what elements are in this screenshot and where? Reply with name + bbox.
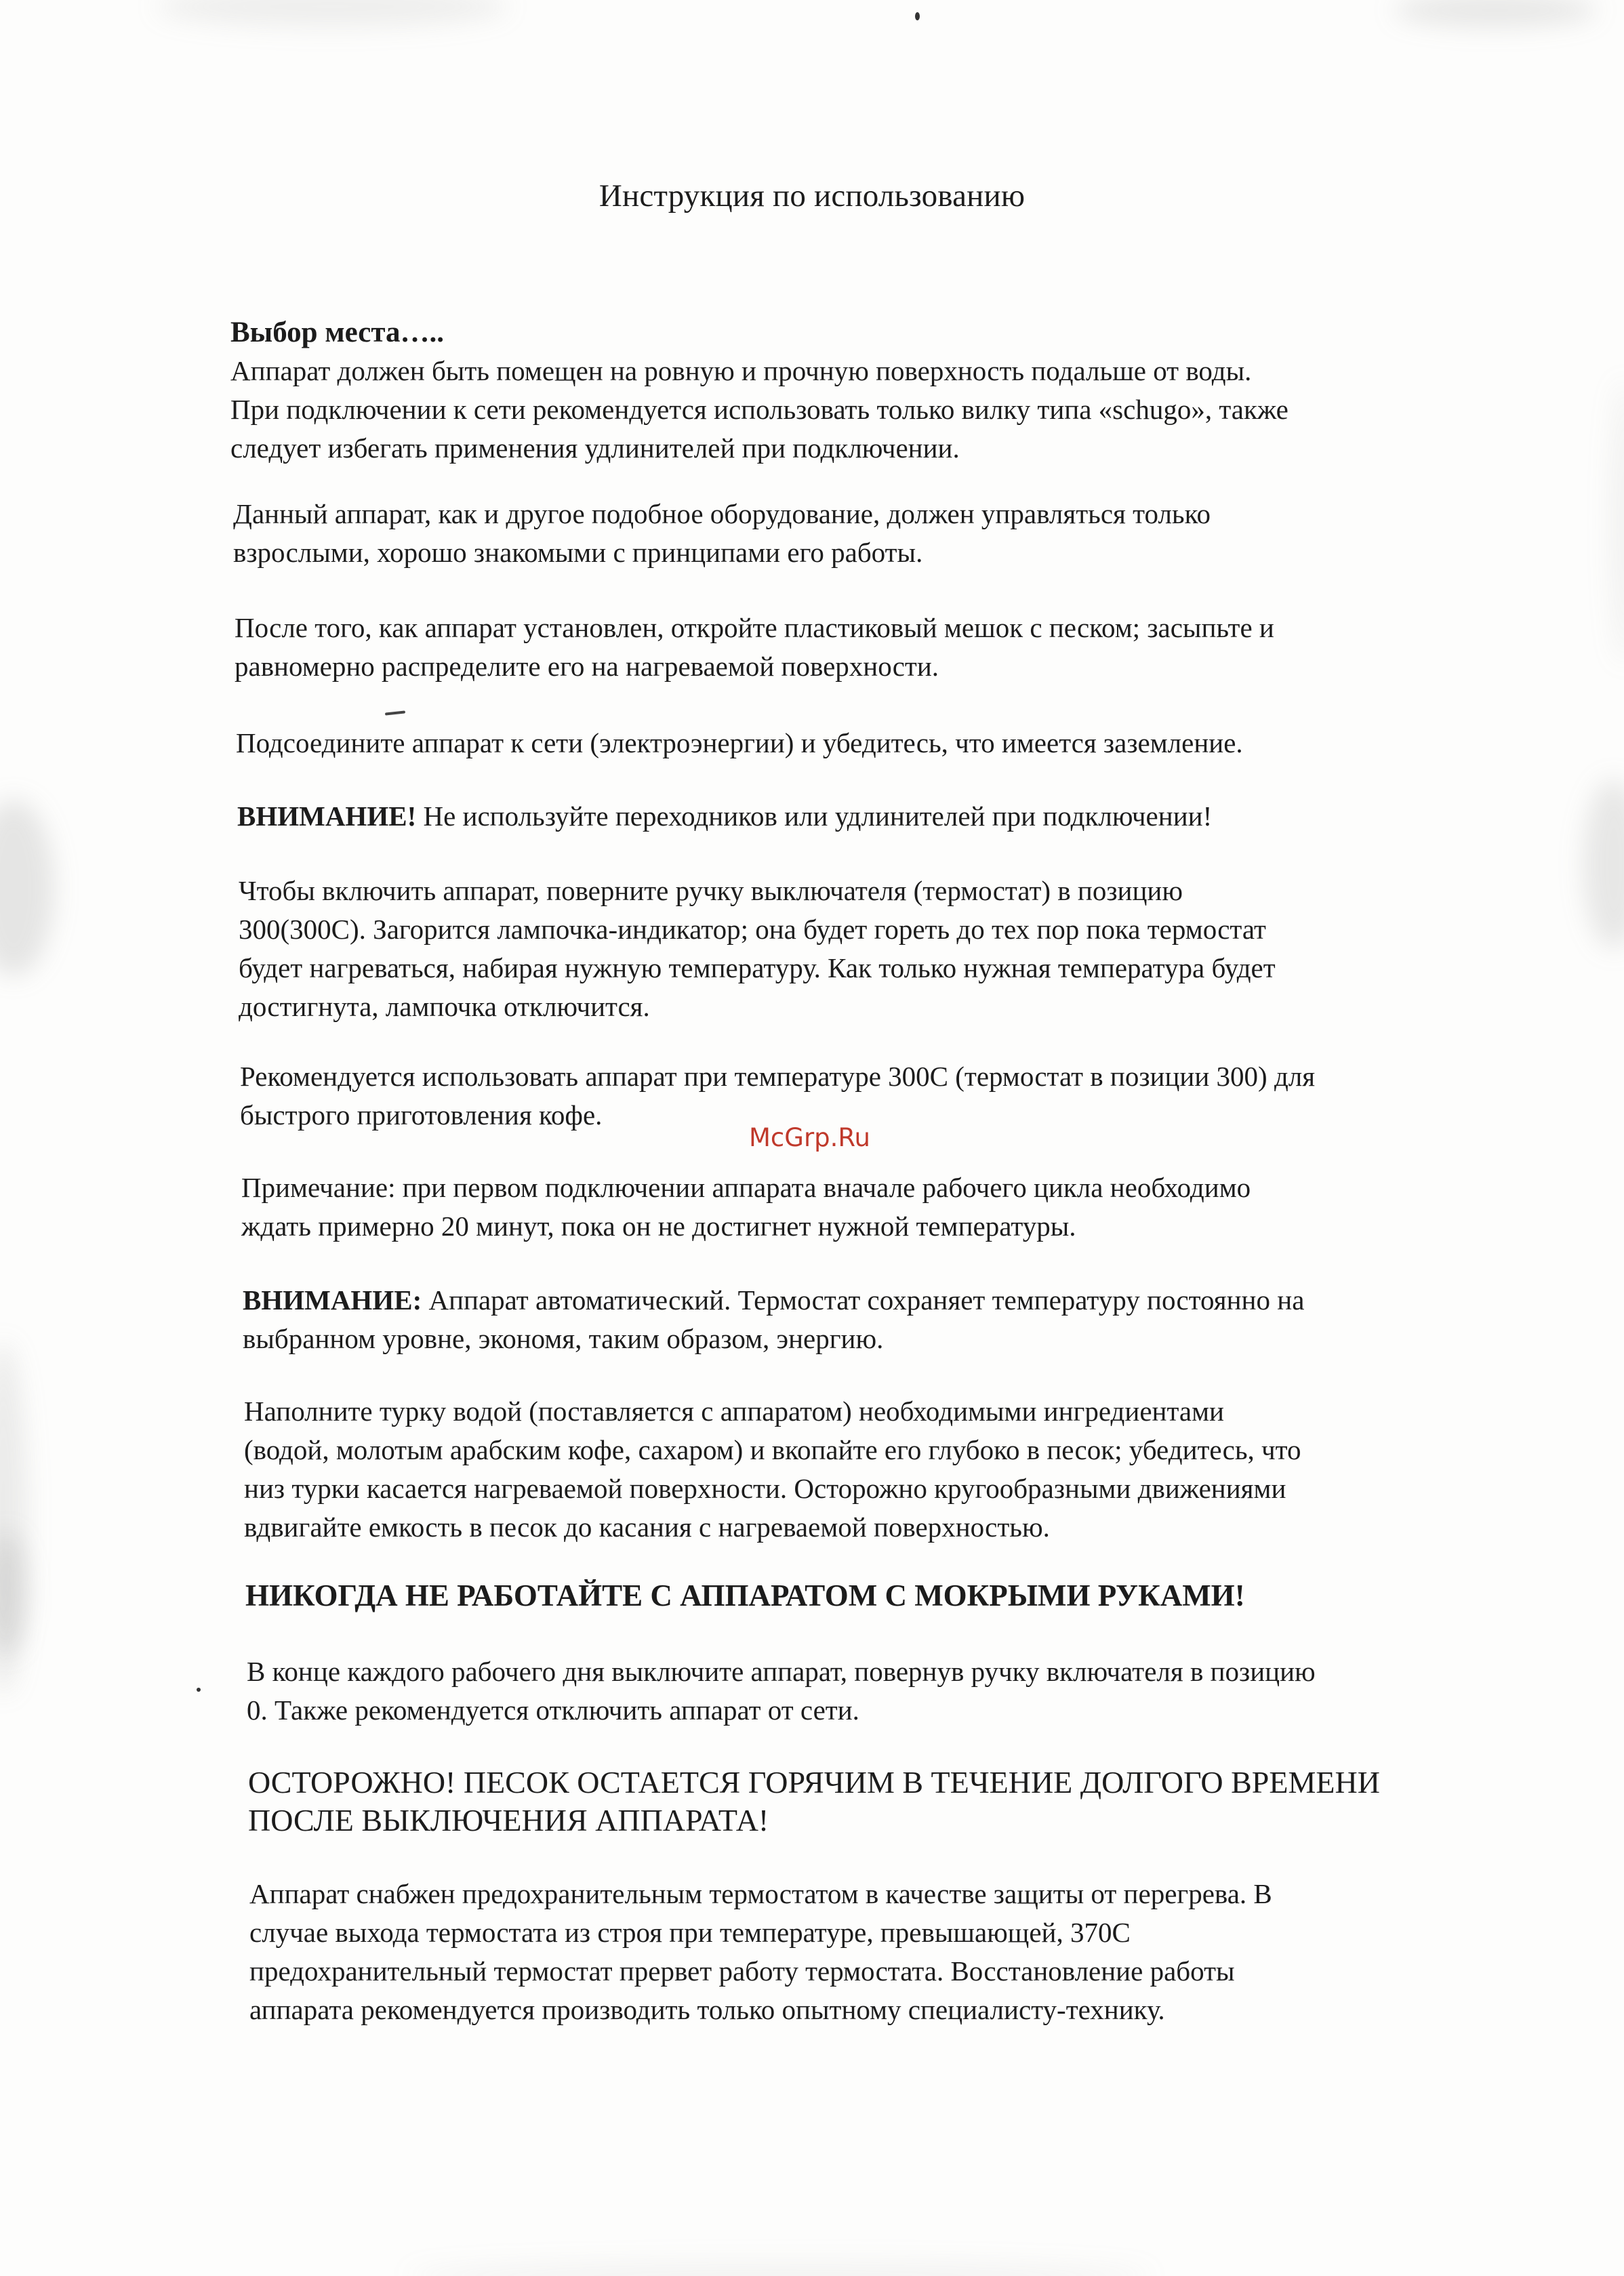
- text-line: равномерно распределите его на нагреваемой поверхности.: [235, 651, 939, 682]
- scan-smudge: [0, 1532, 27, 1654]
- text-line: Примечание: при первом подключении аппарата вначале рабочего цикла необходимо: [241, 1172, 1251, 1203]
- text-line: низ турки касается нагреваемой поверхности. Осторожно кругообразными движениями: [244, 1473, 1286, 1504]
- scan-speck: [385, 710, 405, 715]
- warning-adapters: [237, 797, 1212, 836]
- text-line: ждать примерно 20 минут, пока он не достигнет нужной температуры.: [241, 1211, 1076, 1242]
- text-line: взрослыми, хорошо знакомыми с принципами его работы.: [233, 537, 923, 568]
- text-line: Чтобы включить аппарат, поверните ручку выключателя (термостат) в позицию: [239, 875, 1183, 906]
- scan-smudge: [1610, 380, 1624, 664]
- paragraph-end-of-day: [247, 1652, 1316, 1730]
- text-line: вдвигайте емкость в песок до касания с нагреваемой поверхностью.: [244, 1511, 1050, 1543]
- warning-automatic: [243, 1281, 1304, 1358]
- text-line: предохранительный термостат прервет работу термостата. Восстановление работы: [249, 1955, 1235, 1987]
- warning-wet-hands: [245, 1577, 1245, 1615]
- warning-hot-sand: [248, 1764, 1380, 1840]
- text-line: Рекомендуется использовать аппарат при температуре 300С (термостат в позиции 300) для: [240, 1061, 1316, 1092]
- text-line: ОСТОРОЖНО! ПЕСОК ОСТАЕТСЯ ГОРЯЧИМ В ТЕЧЕНИЕ ДОЛГОГО ВРЕМЕНИ: [248, 1765, 1380, 1800]
- scan-smudge: [407, 2262, 1152, 2276]
- scan-smudge: [1583, 779, 1624, 949]
- text-line: В конце каждого рабочего дня выключите аппарат, повернув ручку включателя в позицию: [247, 1656, 1316, 1687]
- scan-speck: [197, 1688, 201, 1692]
- paragraph-safety-thermostat: [249, 1875, 1272, 2029]
- scan-smudge: [0, 800, 54, 976]
- text-line: Аппарат автоматический. Термостат сохраняет температуру постоянно на: [422, 1284, 1305, 1316]
- warning-label: ВНИМАНИЕ!: [237, 800, 417, 832]
- text-line: Не используйте переходников или удлинителей при подключении!: [416, 800, 1213, 832]
- text-line: При подключении к сети рекомендуется использовать только вилку типа «schugo», также: [230, 394, 1288, 425]
- text-line: выбранном уровне, экономя, таким образом, энергию.: [243, 1323, 884, 1354]
- scan-smudge: [0, 1342, 27, 1694]
- text-line: Подсоедините аппарат к сети (электроэнергии) и убедитесь, что имеется заземление.: [236, 727, 1243, 758]
- watermark: McGrp.Ru: [749, 1123, 870, 1152]
- paragraph-switch-on: [239, 872, 1276, 1026]
- scan-smudge: [1394, 0, 1597, 27]
- text-line: случае выхода термостата из строя при температуре, превышающей, 370С: [249, 1917, 1131, 1948]
- text-line: следует избегать применения удлинителей при подключении.: [230, 432, 960, 464]
- section-heading: Выбор места…..: [230, 317, 444, 348]
- paragraph-sand: [235, 609, 1274, 686]
- text-line: Аппарат должен быть помещен на ровную и прочную поверхность подальше от воды.: [230, 355, 1252, 386]
- text-line: НИКОГДА НЕ РАБОТАЙТЕ С АППАРАТОМ С МОКРЫМИ РУКАМИ!: [245, 1579, 1245, 1612]
- text-line: Данный аппарат, как и другое подобное оборудование, должен управляться только: [233, 498, 1211, 529]
- text-line: достигнута, лампочка отключится.: [239, 991, 650, 1022]
- paragraph-operators: [233, 495, 1211, 572]
- text-line: (водой, молотым арабским кофе, сахаром) и вкопайте его глубоко в песок; убедитесь, что: [244, 1434, 1301, 1465]
- paragraph-turk: [244, 1392, 1301, 1547]
- paragraph-note: [241, 1169, 1251, 1246]
- text-line: После того, как аппарат установлен, откройте пластиковый мешок с песком; засыпьте и: [235, 612, 1274, 643]
- text-line: ПОСЛЕ ВЫКЛЮЧЕНИЯ АППАРАТА!: [248, 1803, 769, 1837]
- text-line: Аппарат снабжен предохранительным термостатом в качестве защиты от перегрева. В: [249, 1878, 1272, 1909]
- text-line: быстрого приготовления кофе.: [240, 1099, 603, 1131]
- text-line: аппарата рекомендуется производить только опытному специалисту-технику.: [249, 1994, 1165, 2025]
- text-line: будет нагреваться, набирая нужную температуру. Как только нужная температура будет: [239, 952, 1276, 983]
- paragraph-grounding: [236, 724, 1243, 763]
- text-line: 0. Также рекомендуется отключить аппарат от сети.: [247, 1694, 859, 1726]
- scan-speck: [915, 12, 920, 20]
- warning-label: ВНИМАНИЕ:: [243, 1284, 422, 1316]
- paragraph-site-selection: [230, 313, 1288, 468]
- text-line: Наполните турку водой (поставляется с аппаратом) необходимыми ингредиентами: [244, 1396, 1224, 1427]
- text-line: 300(300С). Загорится лампочка-индикатор; она будет гореть до тех пор пока термостат: [239, 914, 1266, 945]
- scan-smudge: [156, 0, 508, 27]
- document-title: Инструкция по использованию: [598, 178, 1026, 214]
